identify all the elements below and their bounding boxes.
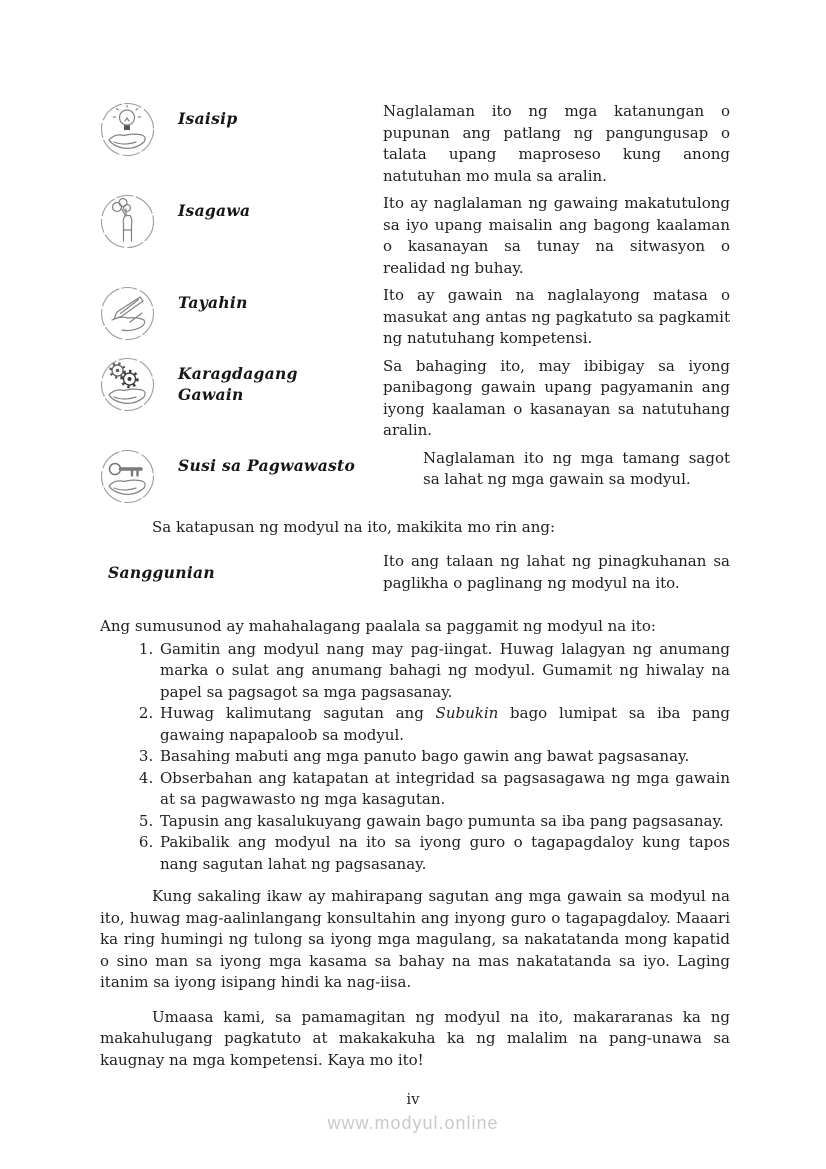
closing-paragraph-2: Umaasa kami, sa pamamagitan ng modyul na ito, makararanas ka ng makahulugang pagkatuto at makakakuha ka ng malalim na pang-unawa sa kaugnay na mga kompetensi. Kaya mo ito! — [100, 1007, 730, 1069]
legend-label-isaisip: Isaisip — [178, 109, 238, 128]
watermark: www.modyul.online — [327, 1113, 499, 1133]
legend-description-susi-sa-pagwawasto: Naglalaman ito ng mga tamang sagot sa lahat ng mga gawain sa modyul. — [423, 448, 730, 488]
legend-row-karagdagang-gawain — [100, 356, 730, 442]
page-content — [100, 101, 730, 1071]
reminder-item: 2. Huwag kalimutang sagutan ang Subukin bago lumipat sa iba pang gawaing napapaloob sa modyul. — [158, 703, 730, 746]
reminder-item: 6. Pakibalik ang modyul na ito sa iyong guro o tagapagdaloy kung tapos nang sagutan lahat ng pagsasanay. — [158, 832, 730, 875]
legend-description-isagawa: Ito ay naglalaman ng gawaing makatutulong sa iyo upang maisalin ang bagong kaalaman o kasanayan sa tunay na sitwasyon o realidad ng buhay. — [383, 194, 730, 277]
legend-row-isaisip — [100, 101, 730, 187]
sanggunian-row — [100, 551, 730, 594]
reminder-item: 4. Obserbahan ang katapatan at integridad sa pagsasagawa ng mga gawain at sa pagwawasto ng mga kasagutan. — [158, 768, 730, 811]
legend-row-tayahin — [100, 285, 730, 350]
legend-label-isagawa: Isagawa — [178, 201, 251, 220]
legend-row-susi-sa-pagwawasto — [100, 448, 730, 504]
gears-hand-icon — [100, 356, 178, 442]
closing-note: Sa katapusan ng modyul na ito, makikita mo rin ang: — [152, 517, 556, 536]
legend-label-susi-sa-pagwawasto: Susi sa Pagwawasto — [178, 455, 356, 475]
sanggunian-description: Ito ang talaan ng lahat ng pinagkuhanan sa paglikha o paglinang ng modyul na ito. — [383, 552, 730, 592]
reminder-item: 3. Basahing mabuti ang mga panuto bago gawin ang bawat pagsasanay. — [158, 746, 730, 768]
pen-writing-hand-icon — [100, 285, 178, 350]
legend-description-tayahin: Ito ay gawain na naglalayong matasa o masukat ang antas ng pagkatuto sa pagkamit ng natutuhang kompetensi. — [383, 286, 730, 347]
legend-description-isaisip: Naglalaman ito ng mga katanungan o pupunan ang patlang ng pangungusap o talata upang maproseso kung anong natutuhan mo mula sa aralin. — [383, 102, 730, 185]
legend-label-karagdagang-gawain: Karagdagang Gawain — [178, 363, 298, 404]
hand-holding-plant-icon — [100, 193, 178, 279]
legend-description-karagdagang-gawain: Sa bahaging ito, may ibibigay sa iyong panibagong gawain upang pagyamanin ang iyong kaalaman o kasanayan sa natutuhang aralin. — [383, 356, 730, 439]
legend-label-tayahin: Tayahin — [178, 293, 248, 312]
closing-paragraph-1: Kung sakaling ikaw ay mahirapang sagutan ang mga gawain sa modyul na ito, huwag mag-aalinlangang konsultahin ang inyong guro o tagapagdaloy. Maaari ka ring humingi ng tulong sa iyong mga magulang, sa nakatatanda mong kapatid o sino man sa iyong mga kasama sa bahay na mas nakatatanda sa iyo. Laging itanim sa iyong isipang hindi ka nag-iisa. — [100, 887, 730, 991]
sanggunian-label: Sanggunian — [108, 563, 215, 582]
reminder-item: 5. Tapusin ang kasalukuyang gawain bago pumunta sa iba pang pagsasanay. — [158, 811, 730, 833]
page-number: iv — [406, 1090, 420, 1108]
reminders-list — [100, 639, 730, 876]
lightbulb-hand-icon — [100, 101, 178, 187]
reminders-intro: Ang sumusunod ay mahahalagang paalala sa paggamit ng modyul na ito: — [100, 617, 656, 635]
reminder-item: 1. Gamitin ang modyul nang may pag-iingat. Huwag lalagyan ng anumang marka o sulat ang anumang bahagi ng modyul. Gumamit ng hiwalay na papel sa pagsagot sa mga pagsasanay. — [158, 639, 730, 704]
legend-row-isagawa — [100, 193, 730, 279]
key-hand-icon — [100, 448, 178, 504]
